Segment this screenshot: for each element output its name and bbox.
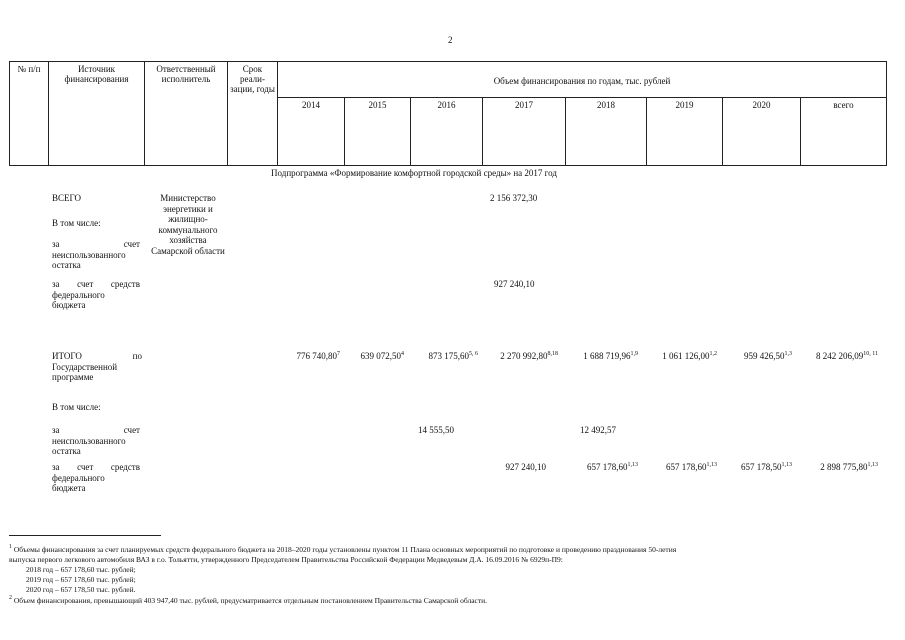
footnote-1-year-2020: 2020 год – 657 178,50 тыс. рублей. (26, 585, 136, 594)
year-2017-header: 2017 (483, 98, 566, 166)
fed-label: за счет средств федерального бюджета (52, 279, 140, 310)
itogo-2020: 959 426,50$^{1,3}$ (744, 351, 792, 361)
vsego-label: ВСЕГО (52, 193, 81, 203)
year-2019-header: 2019 (647, 98, 723, 166)
itogo-2016: 873 175,60$^{5, 6}$ (428, 351, 478, 361)
col-volume-header: Объем финансирования по годам, тыс. рублей (278, 62, 887, 98)
col-num-header: № п/п (10, 62, 49, 166)
col-term-header: Срок реали-зации, годы (228, 62, 278, 166)
footnote-1-line-2: выпуска первого легкового автомобиля ВАЗ в г.о. Тольятти, утвержденного Председателем Правительства Российской Федерации Медведевым Д.А. 16.09.2016 № 6929п-П9: (9, 555, 563, 564)
footnote-1-year-2018: 2018 год – 657 178,60 тыс. рублей; (26, 565, 136, 574)
fed2-total: 2 898 775,80$^{1,13}$ (820, 462, 878, 472)
fed2-2018: 657 178,60$^{1,13}$ (587, 462, 638, 472)
year-2015-header: 2015 (345, 98, 411, 166)
header-table (9, 61, 887, 166)
neisp-2018: 12 492,57 (580, 425, 616, 435)
fed2-2017: 927 240,10 (505, 462, 546, 472)
neisp-label: за счет неиспользованного остатка (52, 239, 140, 270)
neisp-2016: 14 555,50 (418, 425, 454, 435)
year-2018-header: 2018 (566, 98, 647, 166)
fed2-2020: 657 178,50$^{1,13}$ (741, 462, 792, 472)
vsego-2017: 2 156 372,30 (490, 193, 538, 203)
col-source-header: Источник финансирования (49, 62, 145, 166)
year-2014-header: 2014 (278, 98, 345, 166)
vtom2-label: В том числе: (52, 402, 101, 412)
fed2-2019: 657 178,60$^{1,13}$ (666, 462, 717, 472)
year-2020-header: 2020 (723, 98, 801, 166)
page-number: 2 (448, 35, 453, 45)
footnote-1-year-2019: 2019 год – 657 178,60 тыс. рублей; (26, 575, 136, 584)
itogo-2019: 1 061 126,00$^{1,2}$ (662, 351, 717, 361)
footnote-2: $^2$ Объем финансирования, превышающий 403 947,40 тыс. рублей, предусматривается отдельным постановлением Правительства Самарской области. (9, 595, 488, 605)
footnote-divider (9, 535, 161, 536)
executor-text: Министерство энергетики и жилищно-коммунального хозяйства Самарской области (151, 193, 225, 256)
itogo-2018: 1 688 719,96$^{1,9}$ (583, 351, 638, 361)
fed-2017: 927 240,10 (494, 279, 535, 289)
fed2-label: за счет средств федерального бюджета (52, 462, 140, 493)
vtom-label: В том числе: (52, 218, 101, 228)
year-2016-header: 2016 (411, 98, 483, 166)
total-header: всего (801, 98, 887, 166)
itogo-2017: 2 270 992,80$^{8,18}$ (500, 351, 558, 361)
itogo-2014: 776 740,80$^7$ (296, 351, 340, 361)
col-executor-header: Ответственный исполнитель (145, 62, 228, 166)
itogo-label: ИТОГО по Государственной программе (52, 351, 142, 382)
footnote-1-line-1: $^1$ Объемы финансирования за счет планируемых средств федерального бюджета на 2018–2020 годы установлены пунктом 11 Плана основных мероприятий по подготовке и проведению празднования 50-летия (9, 544, 677, 554)
neisp2-label: за счет неиспользованного остатка (52, 425, 140, 456)
itogo-total: 8 242 206,09$^{10, 11}$ (815, 351, 878, 361)
itogo-2015: 639 072,50$^4$ (360, 351, 404, 361)
subprogram-title: Подпрограмма «Формирование комфортной городской среды» на 2017 год (271, 168, 557, 178)
